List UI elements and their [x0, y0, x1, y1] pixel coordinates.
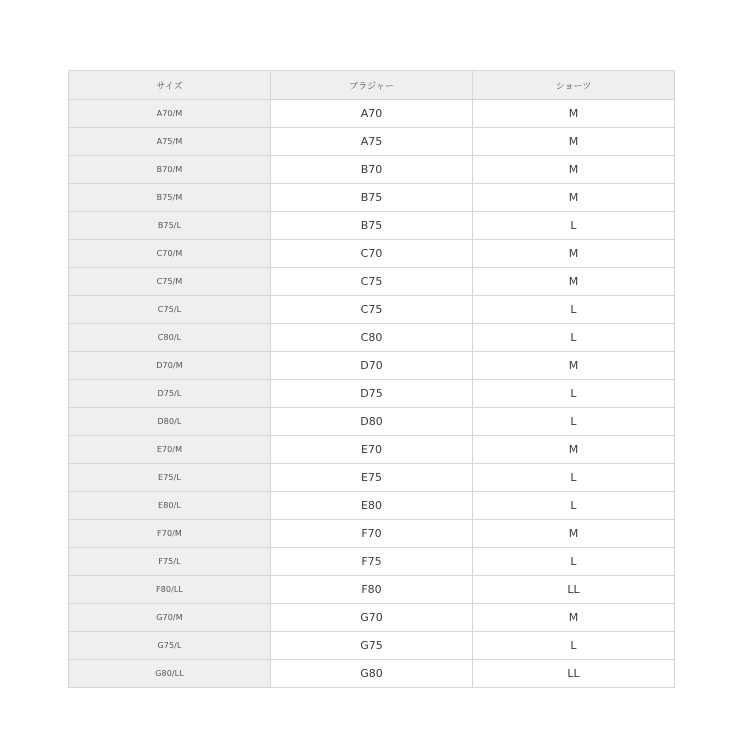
bra-size-cell: D80 [271, 408, 473, 436]
table-row [69, 324, 675, 352]
shorts-size-cell: L [473, 464, 675, 492]
size-cell: B70/M [69, 156, 271, 184]
table-row [69, 548, 675, 576]
bra-size-cell: G75 [271, 632, 473, 660]
shorts-size-cell: M [473, 268, 675, 296]
size-cell: D70/M [69, 352, 271, 380]
size-cell: D80/L [69, 408, 271, 436]
table-body [69, 100, 675, 688]
shorts-size-cell: L [473, 632, 675, 660]
bra-size-cell: B70 [271, 156, 473, 184]
size-cell: G75/L [69, 632, 271, 660]
shorts-size-cell: M [473, 352, 675, 380]
table-row [69, 604, 675, 632]
bra-size-cell: E70 [271, 436, 473, 464]
size-chart-table [68, 70, 675, 688]
shorts-size-cell: L [473, 492, 675, 520]
shorts-size-cell: LL [473, 660, 675, 688]
size-cell: B75/L [69, 212, 271, 240]
shorts-size-cell: M [473, 128, 675, 156]
size-cell: F70/M [69, 520, 271, 548]
header-row [69, 71, 675, 100]
size-cell: E80/L [69, 492, 271, 520]
shorts-size-cell: L [473, 548, 675, 576]
table-row [69, 576, 675, 604]
shorts-size-cell: L [473, 324, 675, 352]
shorts-size-cell: LL [473, 576, 675, 604]
size-cell: D75/L [69, 380, 271, 408]
shorts-size-cell: M [473, 240, 675, 268]
bra-size-cell: D75 [271, 380, 473, 408]
table-row [69, 464, 675, 492]
table-row [69, 100, 675, 128]
bra-size-cell: D70 [271, 352, 473, 380]
bra-size-cell: C70 [271, 240, 473, 268]
shorts-size-cell: L [473, 380, 675, 408]
table-row [69, 156, 675, 184]
header-size: サイズ [69, 71, 271, 100]
bra-size-cell: F80 [271, 576, 473, 604]
shorts-size-cell: M [473, 100, 675, 128]
table-row [69, 268, 675, 296]
size-cell: C70/M [69, 240, 271, 268]
shorts-size-cell: M [473, 184, 675, 212]
shorts-size-cell: L [473, 212, 675, 240]
bra-size-cell: C75 [271, 296, 473, 324]
bra-size-cell: E80 [271, 492, 473, 520]
bra-size-cell: F75 [271, 548, 473, 576]
table-row [69, 520, 675, 548]
size-cell: C75/M [69, 268, 271, 296]
table-row [69, 492, 675, 520]
table-header [69, 71, 675, 100]
table-row [69, 240, 675, 268]
bra-size-cell: B75 [271, 184, 473, 212]
table-row [69, 352, 675, 380]
header-shorts: ショーツ [473, 71, 675, 100]
header-bra: ブラジャー [271, 71, 473, 100]
table-row [69, 212, 675, 240]
table-row [69, 128, 675, 156]
shorts-size-cell: M [473, 520, 675, 548]
table-row [69, 380, 675, 408]
shorts-size-cell: L [473, 296, 675, 324]
bra-size-cell: F70 [271, 520, 473, 548]
size-cell: C80/L [69, 324, 271, 352]
table-row [69, 632, 675, 660]
size-cell: E70/M [69, 436, 271, 464]
size-cell: G80/LL [69, 660, 271, 688]
bra-size-cell: C80 [271, 324, 473, 352]
bra-size-cell: A75 [271, 128, 473, 156]
table-row [69, 436, 675, 464]
bra-size-cell: G70 [271, 604, 473, 632]
bra-size-cell: C75 [271, 268, 473, 296]
table-row [69, 184, 675, 212]
table-row [69, 296, 675, 324]
bra-size-cell: G80 [271, 660, 473, 688]
bra-size-cell: E75 [271, 464, 473, 492]
bra-size-cell: B75 [271, 212, 473, 240]
shorts-size-cell: M [473, 156, 675, 184]
size-cell: F75/L [69, 548, 271, 576]
bra-size-cell: A70 [271, 100, 473, 128]
size-cell: C75/L [69, 296, 271, 324]
shorts-size-cell: L [473, 408, 675, 436]
size-cell: F80/LL [69, 576, 271, 604]
shorts-size-cell: M [473, 604, 675, 632]
size-cell: G70/M [69, 604, 271, 632]
shorts-size-cell: M [473, 436, 675, 464]
table-row [69, 660, 675, 688]
size-cell: A75/M [69, 128, 271, 156]
size-cell: E75/L [69, 464, 271, 492]
size-cell: A70/M [69, 100, 271, 128]
size-cell: B75/M [69, 184, 271, 212]
table-row [69, 408, 675, 436]
